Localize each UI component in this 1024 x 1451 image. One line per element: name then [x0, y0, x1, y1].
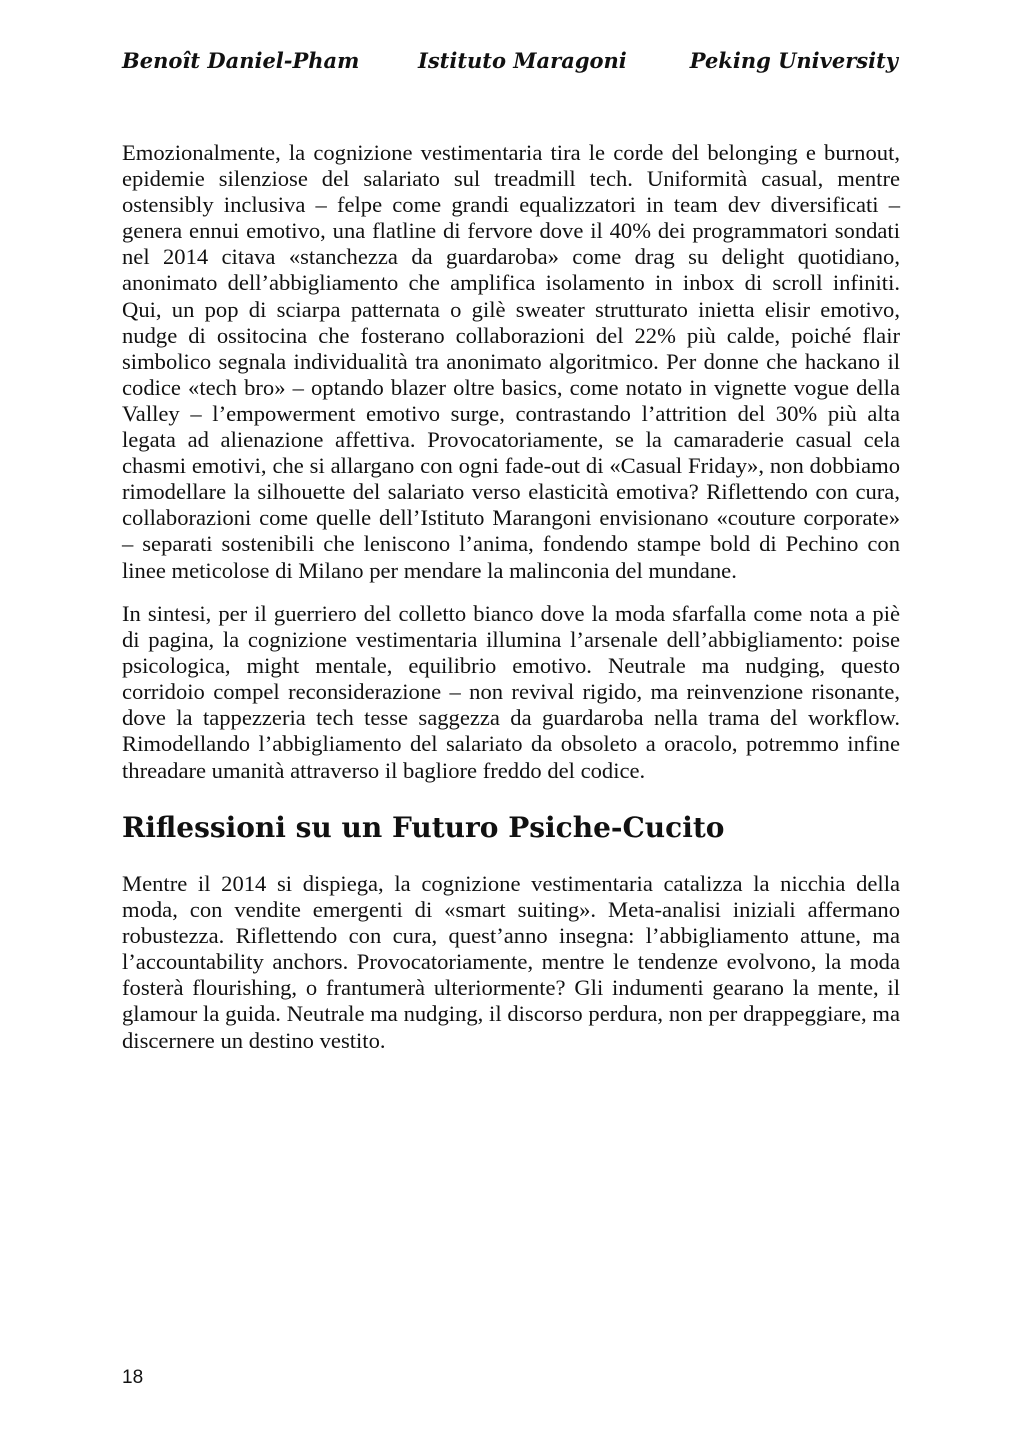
body-paragraph-1: Emozionalmente, la cognizione vestimentaria tira le corde del belonging e burnout, epidemie silenziose del salariato sul treadmill tech. Uniformità casual, mentre ostensibly inclusiva – felpe come grandi equalizzatori in team dev diversificati – genera ennui emotivo, una flatline di fervore dove il 40% dei programmatori sondati nel 2014 citava «stanchezza da guardaroba» come drag su delight quotidiano, anonimato dell’abbigliamento che amplifica isolamento in inbox di scroll infiniti. Qui, un pop di sciarpa patternata o gilè sweater strutturato inietta elisir emotivo, nudge di ossitocina che fosterano collaborazioni del 22% più calde, poiché flair simbolico segnala individualità tra anonimato algoritmico. Per donne che hackano il codice «tech bro» – optando blazer oltre basics, come notato in vignette vogue della Valley – l’empowerment emotivo surge, contrastando l’attrition del 30% più alta legata ad alienazione affettiva. Provocatoriamente, se la camaraderie casual cela chasmi emotivi, che si allargano con ogni fade-out di «Casual Friday», non dobbiamo rimodellare la silhouette del salariato verso elasticità emotiva? Riflettendo con cura, collaborazioni come quelle dell’Istituto Marangoni envisionano «couture corporate» – separati sostenibili che leniscono l’anima, fondendo stampe bold di Pechino con linee meticolose di Milano per mendare la malinconia del mundane.: [122, 140, 900, 583]
section-heading: Riflessioni su un Futuro Psiche-Cucito: [122, 811, 725, 844]
header-author: Benoît Daniel-Pham: [122, 48, 360, 73]
running-header: [122, 48, 898, 84]
body-paragraph-2: In sintesi, per il guerriero del colletto bianco dove la moda sfarfalla come nota a piè di pagina, la cognizione vestimentaria illumina l’arsenale dell’abbigliamento: poise psicologica, might mentale, equilibrio emotivo. Neutrale ma nudging, questo corridoio compel reconsiderazione – non revival rigido, ma reinvenzione risonante, dove la tappezzeria tech tesse saggezza da guardaroba nella trama del workflow. Rimodellando l’abbigliamento del salariato da obsoleto a oracolo, potremmo infine threadare umanità attraverso il bagliore freddo del codice.: [122, 601, 900, 783]
header-institution-1: Istituto Maragoni: [418, 48, 627, 73]
page-number: 18: [122, 1367, 144, 1388]
header-institution-2: Peking University: [689, 48, 898, 73]
section-paragraph: Mentre il 2014 si dispiega, la cognizione vestimentaria catalizza la nicchia della moda, con vendite emergenti di «smart suiting». Meta-analisi iniziali affermano robustezza. Riflettendo con cura, quest’anno insegna: l’abbigliamento attune, ma l’accountability anchors. Provocatoriamente, mentre le tendenze evolvono, la moda fosterà flourishing, o frantumerà ulteriormente? Gli indumenti gearano la mente, il glamour la guida. Neutrale ma nudging, il discorso perdura, non per drappeggiare, ma discernere un destino vestito.: [122, 871, 900, 1053]
